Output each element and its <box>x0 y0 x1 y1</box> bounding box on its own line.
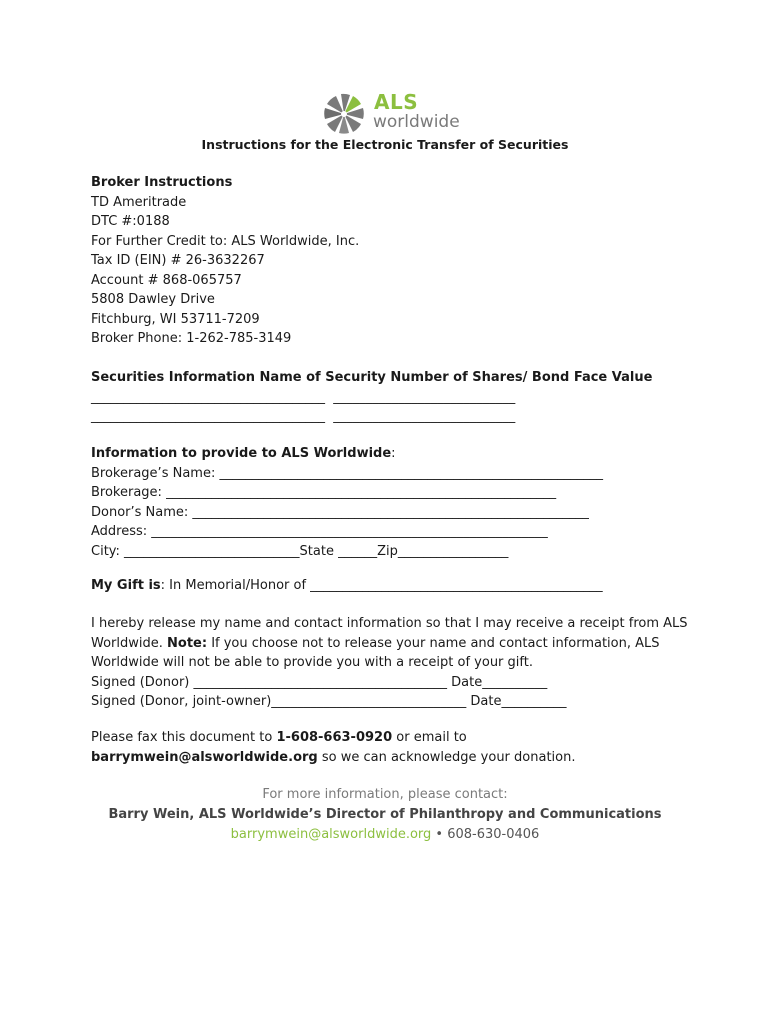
email-address: barrymwein@alsworldwide.org <box>91 749 318 765</box>
document-title: Instructions for the Electronic Transfer of Securities <box>201 137 569 152</box>
contact-email-link[interactable]: barrymwein@alsworldwide.org <box>230 827 432 842</box>
broker-line: For Further Credit to: ALS Worldwide, Inc. <box>91 233 360 249</box>
broker-line: DTC #:0188 <box>91 214 170 229</box>
securities-fill-row[interactable]: ____________________________________ ____________________________ <box>91 389 516 405</box>
broker-line: Fitchburg, WI 53711-7209 <box>91 311 260 327</box>
broker-line: Account # 868-065757 <box>91 272 242 288</box>
broker-line: Tax ID (EIN) # 26-3632267 <box>91 253 265 268</box>
broker-line: 5808 Dawley Drive <box>91 292 215 307</box>
broker-line: TD Ameritrade <box>91 194 187 210</box>
logo-mark-icon <box>322 92 368 136</box>
securities-fill-row[interactable]: ____________________________________ ____________________________ <box>91 409 516 424</box>
broker-heading: Broker Instructions <box>91 175 233 190</box>
contact-footer: For more information, please contact: Barry Wein, ALS Worldwide’s Director of Philanthropy and Communications barrymwein@alsworldwide.org • 608-630-0406 <box>0 785 770 845</box>
signature-joint-owner-field[interactable]: Signed (Donor, joint-owner)______________________________ Date__________ <box>91 694 567 709</box>
city-state-zip-field[interactable]: City: ___________________________State ______Zip_________________ <box>91 543 509 559</box>
donor-name-field[interactable]: Donor’s Name: _____________________________________________________________ <box>91 504 589 520</box>
securities-information <box>91 368 652 427</box>
donor-information <box>91 444 603 561</box>
fax-number: 1-608-663-0920 <box>276 730 393 745</box>
gift-memorial-line[interactable]: : In Memorial/Honor of _____________________________________________ <box>160 578 603 593</box>
contact-name: Barry Wein, ALS Worldwide’s Director of Philanthropy and Communications <box>108 807 662 822</box>
als-worldwide-logo <box>322 92 482 136</box>
fax-instructions: Please fax this document to 1-608-663-0920 or email to barrymwein@alsworldwide.org so we can acknowledge your donation. <box>91 730 576 765</box>
gift-label: My Gift is <box>91 578 161 593</box>
address-field[interactable]: Address: _____________________________________________________________ <box>91 524 548 539</box>
securities-heading: Securities Information Name of Security Number of Shares/ Bond Face Value <box>91 370 653 385</box>
broker-line: Broker Phone: 1-262-785-3149 <box>91 331 292 346</box>
signature-donor-field[interactable]: Signed (Donor) _______________________________________ Date__________ <box>91 674 548 690</box>
info-heading: Information to provide to ALS Worldwide: <box>91 446 396 461</box>
broker-instructions <box>91 173 359 349</box>
brokerage-field[interactable]: Brokerage: ____________________________________________________________ <box>91 485 557 500</box>
gift-field[interactable] <box>91 576 603 596</box>
contact-phone: 608-630-0406 <box>447 827 540 842</box>
brokerage-name-field[interactable]: Brokerage’s Name: ___________________________________________________________ <box>91 465 603 481</box>
logo-sub: worldwide <box>373 112 460 132</box>
logo-brand: ALS <box>374 90 419 114</box>
release-section <box>91 614 691 712</box>
contact-intro: For more information, please contact: <box>262 787 508 802</box>
release-paragraph: I hereby release my name and contact information so that I may receive a receipt from ALS Worldwide. Note: If you choose not to release your name and contact information, ALS Worldwide will not be able to provide you with a receipt of your gift. <box>91 616 688 670</box>
